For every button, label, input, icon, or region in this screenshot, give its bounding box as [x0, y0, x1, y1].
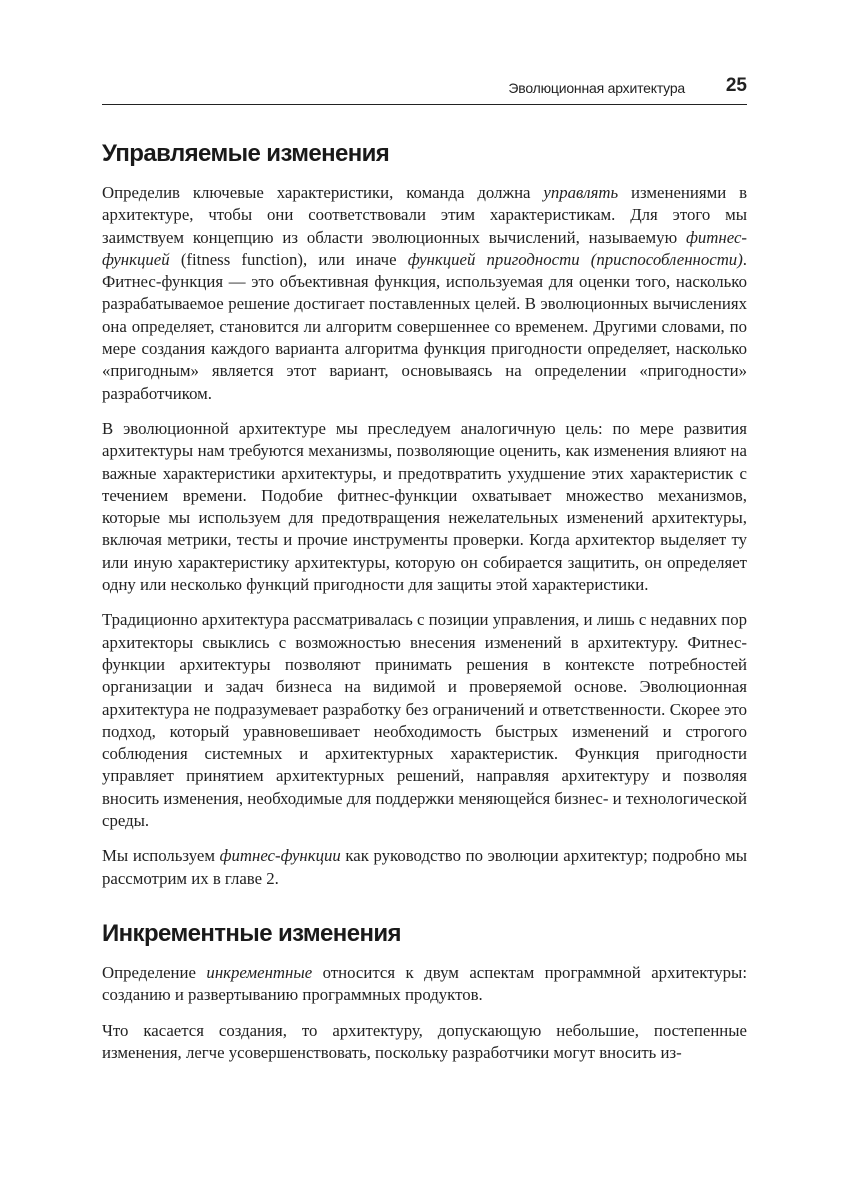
emphasis: функцией пригодности (приспособленности) [407, 249, 743, 269]
section-heading-managed-changes: Управляемые изменения [102, 140, 390, 167]
section-heading-incremental-changes: Инкрементные изменения [102, 919, 401, 947]
paragraph: Традиционно архитектура рассматривалась с позиции управления, и лишь с недавних пор архитекторы свыклись с возможностью внесения изменений в архитектуру. Фитнес-функции архитектуры позволяют принимать решения в контексте потребностей организации и задач бизнеса на видимой и проверяемой основе. Эволюционная архитектура не подразумевает разработку без ограничений и ответственности. Скорее это подход, который уравновешивает необходимость быстрых изменений и строгого соблюдения системных и архитектурных характеристик. Функция пригодности управляет принятием архитектурных решений, направляя архитектуру и позволяя вносить изменения, необходимые для поддержки меняющейся бизнес- и технологической среды. [102, 610, 747, 831]
paragraph: Мы используем фитнес-функции как руководство по эволюции архитектур; подробно мы рассмотрим их в главе 2. [102, 846, 747, 888]
emphasis: управлять [543, 183, 619, 202]
page-number: 25 [725, 75, 747, 96]
emphasis: фитнес-функцией [102, 227, 747, 269]
paragraph: Определение инкрементные относится к двум аспектам программной архитектуры: созданию и развертыванию программных продуктов. [102, 962, 747, 1005]
paragraph: Что касается создания, то архитектуру, допускающую небольшие, постепенные изменения, легче усовершенствовать, поскольку разработчики могут вносить из- [102, 1020, 747, 1062]
page-body [102, 140, 747, 1077]
page-header [102, 72, 747, 105]
paragraph: В эволюционной архитектуре мы преследуем аналогичную цель: по мере развития архитектуры нам требуются механизмы, позволяющие оценить, как изменения влияют на важные характеристики архитектуры, и предотвратить ухудшение этих характеристик с течением времени. Подобие фитнес-функции охватывает множество механизмов, которые мы используем для предотвращения нежелательных изменений архитектуры, включая метрики, тесты и прочие инструменты проверки. Когда архитектор выделяет ту или иную характеристику архитектуры, которую он собирается защитить, он определяет одну или несколько функций пригодности для защиты этой характеристики. [102, 418, 747, 595]
paragraph: Определив ключевые характеристики, команда должна управлять изменениями в архитектуре, чтобы они соответствовали этим характеристикам. Для этого мы заимствуем концепцию из области эволюционных вычислений, называемую фитнес-функцией (fitness function), или иначе функцией пригодности (приспособленности). Фитнес-функция — это объективная функция, используемая для оценки того, насколько разрабатываемое решение достигает поставленных целей. В эволюционных вычислениях она определяет, становится ли алгоритм совершеннее со временем. Другими словами, по мере создания каждого варианта алгоритма функция пригодности определяет, насколько «пригодным» является этот вариант, основываясь на определении «пригодности» разработчиком. [102, 183, 747, 403]
emphasis: инкрементные [206, 962, 313, 982]
emphasis: фитнес-функции [219, 846, 341, 866]
running-head: Эволюционная архитектура [508, 80, 685, 96]
